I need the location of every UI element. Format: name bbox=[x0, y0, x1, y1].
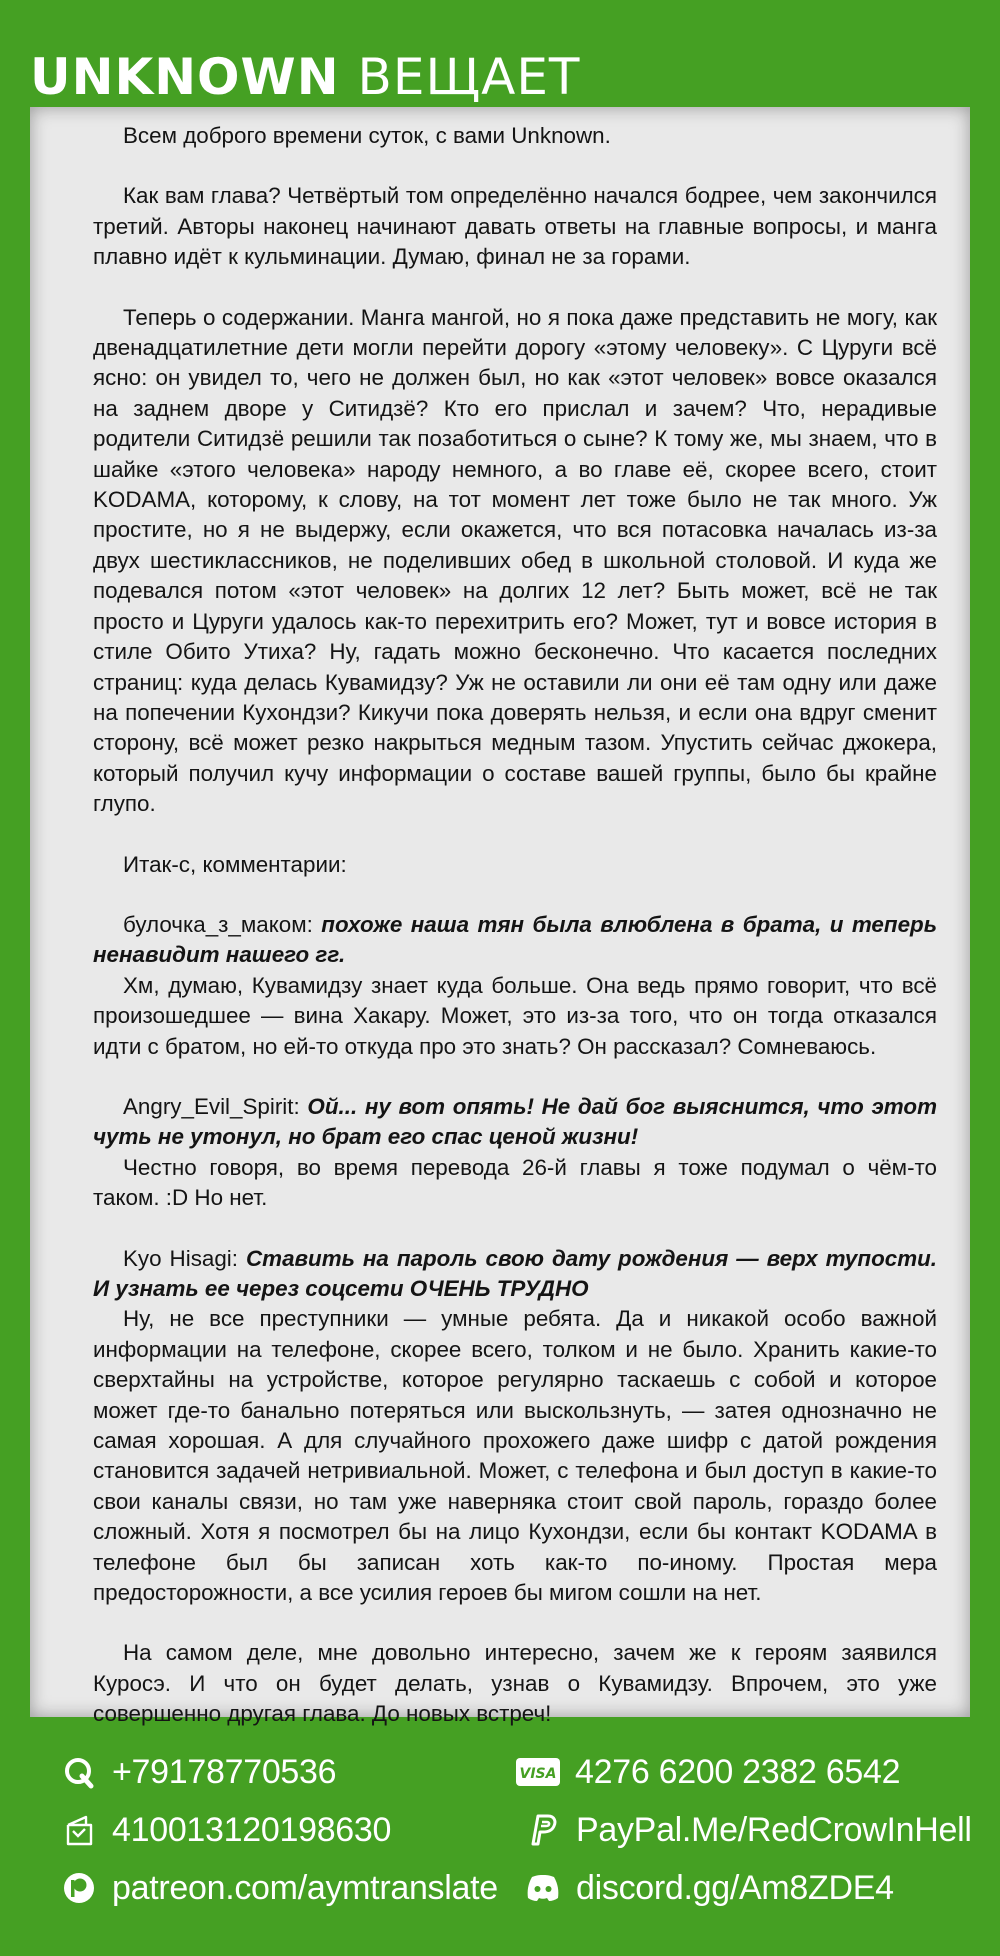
discord-contact[interactable] bbox=[524, 1865, 894, 1911]
patreon-icon bbox=[60, 1869, 98, 1907]
donation-footer bbox=[0, 1745, 1000, 1935]
page-header bbox=[30, 48, 580, 108]
paragraph: Честно говоря, во время перевода 26-й главы я тоже подумал о чём-то таком. :D Но нет. bbox=[93, 1154, 937, 1211]
paragraph-gap bbox=[93, 151, 937, 181]
paypal-link: PayPal.Me/RedCrowInHell bbox=[576, 1810, 972, 1849]
comment-author: Angry_Evil_Spirit: bbox=[123, 1093, 308, 1119]
message-body bbox=[93, 121, 937, 1730]
paragraph-gap bbox=[93, 1062, 937, 1092]
paragraph-gap bbox=[93, 273, 937, 303]
svg-text:VISA: VISA bbox=[519, 1766, 557, 1782]
yandex-money-icon bbox=[60, 1811, 98, 1849]
patreon-contact[interactable] bbox=[60, 1865, 498, 1911]
patreon-link: patreon.com/aymtranslate bbox=[112, 1868, 498, 1907]
comment-quote: Ставить на пароль свою дату рождения — верх тупости. И узнать ее через соцсети ОЧЕНЬ ТРУДНО bbox=[93, 1245, 937, 1301]
paragraph-gap bbox=[93, 1214, 937, 1244]
yoomoney-contact[interactable] bbox=[60, 1807, 391, 1853]
paragraph-gap bbox=[93, 1608, 937, 1638]
visa-card-icon bbox=[515, 1753, 561, 1791]
qiwi-contact[interactable] bbox=[60, 1749, 336, 1795]
visa-contact[interactable] bbox=[515, 1749, 900, 1795]
header-brand: UNKNOWN bbox=[30, 48, 340, 106]
paragraph-gap bbox=[93, 880, 937, 910]
paragraph: Теперь о содержании. Манга мангой, но я пока даже представить не могу, как двенадцатилетние дети могли перейти дорогу «этому человеку». С Цуруги всё ясно: он увидел то, чего не должен был, но как «этот человек» вовсе оказался на заднем дворе у Ситидзё? Кто его прислал и зачем? Что, нерадивые родители Ситидзё решили так позаботиться о сыне? К тому же, мы знаем, что в шайке «этого человека» народу немного, а во главе её, скорее всего, стоит KODAMA, которому, к слову, на тот момент лет тоже было не так много. Уж простите, но я не выдержу, если окажется, что вся потасовка началась из-за двух шестиклассников, не поделивших обед в школьной столовой. И куда же подевался потом «этот человек» на долгих 12 лет? Быть может, всё не так просто и Цуруги удалось как-то перехитрить его? Может, тут и вовсе история в стиле Обито Утиха? Ну, гадать можно бесконечно. Что касается последних страниц: куда делась Кувамидзу? Уж не оставили ли они её там одну или даже на попечении Кухондзи? Кикучи пока доверять нельзя, и если она вдруг сменит сторону, всё может резко накрыться медным тазом. Упустить сейчас джокера, который получил кучу информации о составе вашей группы, было бы крайне глупо. bbox=[93, 304, 937, 817]
message-panel bbox=[30, 107, 970, 1727]
paragraph: Хм, думаю, Кувамидзу знает куда больше. Она ведь прямо говорит, что всё произошедшее — вина Хакару. Может, это из-за того, что он тогда отказался идти с братом, но ей-то откуда про это знать? Он рассказал? Сомневаюсь. bbox=[93, 972, 937, 1059]
paypal-contact[interactable] bbox=[524, 1807, 972, 1853]
comment-author: булочка_з_маком: bbox=[123, 911, 322, 937]
qiwi-number: +79178770536 bbox=[112, 1752, 337, 1791]
reader-comment bbox=[93, 910, 937, 971]
header-title: ВЕЩАЕТ bbox=[357, 48, 581, 106]
card-number: 4276 6200 2382 6542 bbox=[575, 1752, 901, 1791]
comment-quote: похоже наша тян была влюблена в брата, и теперь ненавидит нашего гг. bbox=[93, 911, 937, 968]
paragraph: Всем доброго времени суток, с вами Unknown. bbox=[123, 123, 611, 148]
qiwi-icon bbox=[60, 1753, 98, 1791]
reader-comment bbox=[93, 1092, 937, 1153]
comment-quote: Ой... ну вот опять! Не дай бог выяснится, что этот чуть не утонул, но брат его спас ценой жизни! bbox=[93, 1093, 937, 1150]
paragraph-gap bbox=[93, 820, 937, 850]
paragraph: На самом деле, мне довольно интересно, зачем же к героям заявился Куросэ. И что он будет делать, узнав о Кувамидзу. Впрочем, это уже совершенно другая глава. До новых встреч! bbox=[93, 1640, 937, 1727]
paypal-icon bbox=[524, 1811, 562, 1849]
yoomoney-number: 410013120198630 bbox=[112, 1810, 392, 1849]
discord-icon bbox=[524, 1869, 562, 1907]
reader-comment bbox=[93, 1244, 937, 1305]
paragraph: Как вам глава? Четвёртый том определённо начался бодрее, чем закончился третий. Авторы наконец начинают давать ответы на главные вопросы, и манга плавно идёт к кульминации. Думаю, финал не за горами. bbox=[93, 183, 937, 270]
discord-link: discord.gg/Am8ZDE4 bbox=[576, 1868, 894, 1907]
comment-author: Kyo Hisagi: bbox=[123, 1245, 246, 1271]
paragraph: Ну, не все преступники — умные ребята. Да и никакой особо важной информации на телефоне, скорее всего, толком и не было. Хранить какие-то сверхтайны на устройстве, которое регулярно таскаешь с собой и которое может где-то банально потеряться или выскользнуть, — затея однозначно не самая хорошая. А для случайного прохожего даже шифр с датой рождения становится задачей нетривиальной. Может, с телефона и был доступ в какие-то свои каналы связи, но там уже наверняка стоит свой пароль, гораздо более сложный. Хотя я посмотрел бы на лицо Кухондзи, если бы контакт KODAMA в телефоне был бы записан хоть как-то по-иному. Простая мера предосторожности, а все усилия героев бы мигом сошли на нет. bbox=[93, 1306, 937, 1606]
paragraph: Итак-с, комментарии: bbox=[123, 851, 347, 877]
